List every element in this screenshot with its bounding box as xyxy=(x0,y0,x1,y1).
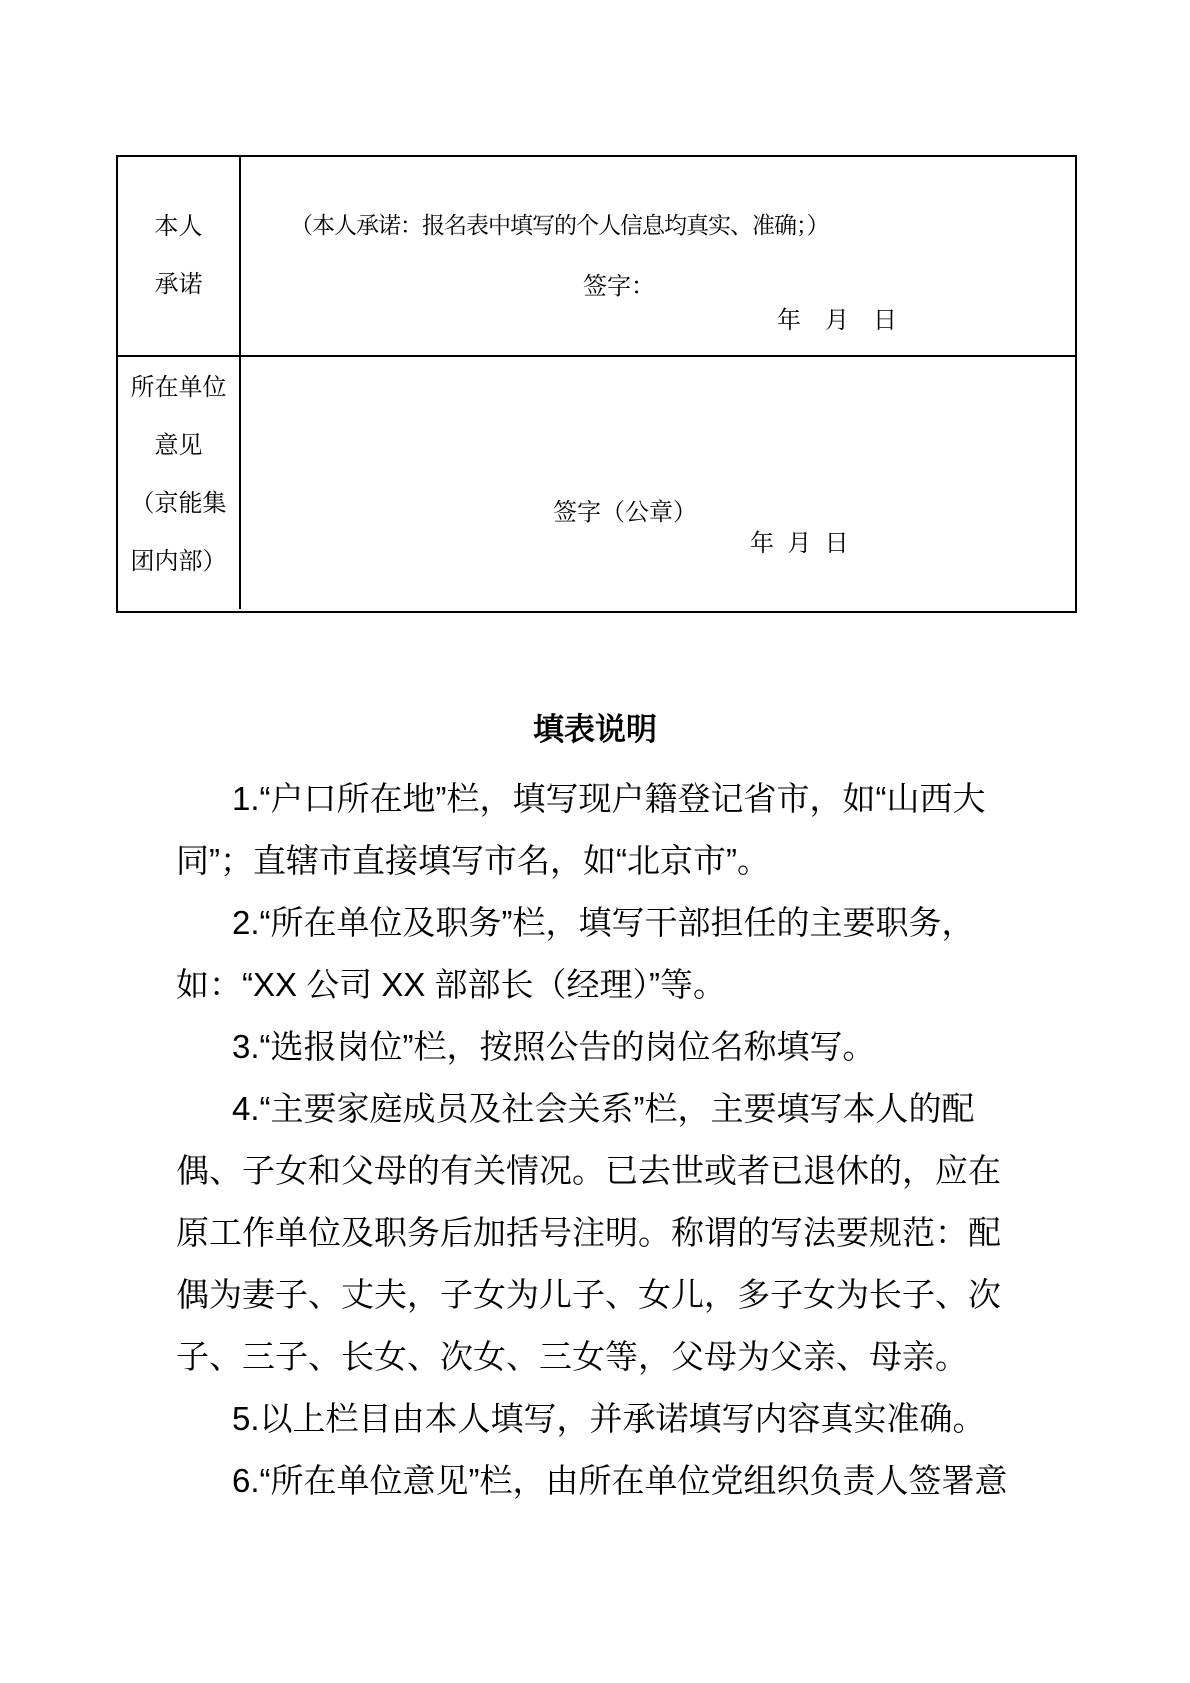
unit-opinion-label-line-3: （京能集 xyxy=(130,490,227,517)
instructions-title: 填表说明 xyxy=(533,712,657,747)
instruction-lines xyxy=(176,768,1056,1512)
instruction-line: 同”；直辖市直接填写市名，如“北京市”。 xyxy=(176,842,770,879)
instruction-line: 偶、子女和父母的有关情况。已去世或者已退休的，应在 xyxy=(176,1152,1001,1189)
unit-opinion-content-cell xyxy=(241,357,1075,609)
instruction-line: 6.“所在单位意见”栏，由所在单位党组织负责人签署意 xyxy=(232,1462,1008,1499)
instruction-line: 子、三子、长女、次女、三女等，父母为父亲、母亲。 xyxy=(176,1338,968,1375)
commitment-label-cell xyxy=(118,157,241,355)
instruction-line: 2.“所在单位及职务”栏，填写干部担任的主要职务， xyxy=(232,904,975,941)
instruction-line: 1.“户口所在地”栏，填写现户籍登记省市，如“山西大 xyxy=(232,780,986,817)
unit-opinion-label-line-2: 意见 xyxy=(154,432,203,459)
instruction-line: 如：“XX 公司 XX 部部长（经理）”等。 xyxy=(176,966,727,1003)
unit-opinion-label-line-1: 所在单位 xyxy=(130,374,227,401)
commitment-label-line-2: 承诺 xyxy=(154,271,203,298)
unit-opinion-label-line-4: 团内部） xyxy=(130,548,227,575)
commitment-content-cell xyxy=(241,157,1075,355)
unit-opinion-label-cell xyxy=(118,357,241,609)
commitment-signature-label: 签字： xyxy=(583,273,655,300)
instruction-line: 4.“主要家庭成员及社会关系”栏，主要填写本人的配 xyxy=(232,1090,975,1127)
unit-opinion-date-line: 年 月 日 xyxy=(750,530,849,557)
commitment-label-line-1: 本人 xyxy=(154,213,203,240)
commitment-date-line: 年 月 日 xyxy=(777,307,897,334)
commitment-row xyxy=(118,157,1075,357)
commitment-statement: （本人承诺：报名表中填写的个人信息均真实、准确；） xyxy=(290,212,829,238)
instruction-line: 偶为妻子、丈夫，子女为儿子、女儿，多子女为长子、次 xyxy=(176,1276,1001,1313)
instruction-line: 5.以上栏目由本人填写，并承诺填写内容真实准确。 xyxy=(232,1400,986,1437)
instruction-line: 原工作单位及职务后加括号注明。称谓的写法要规范：配 xyxy=(176,1214,1001,1251)
unit-opinion-signature-label: 签字（公章） xyxy=(553,499,697,526)
instruction-line: 3.“选报岗位”栏，按照公告的岗位名称填写。 xyxy=(232,1028,876,1065)
form-table xyxy=(116,155,1077,613)
unit-opinion-row xyxy=(118,357,1075,609)
